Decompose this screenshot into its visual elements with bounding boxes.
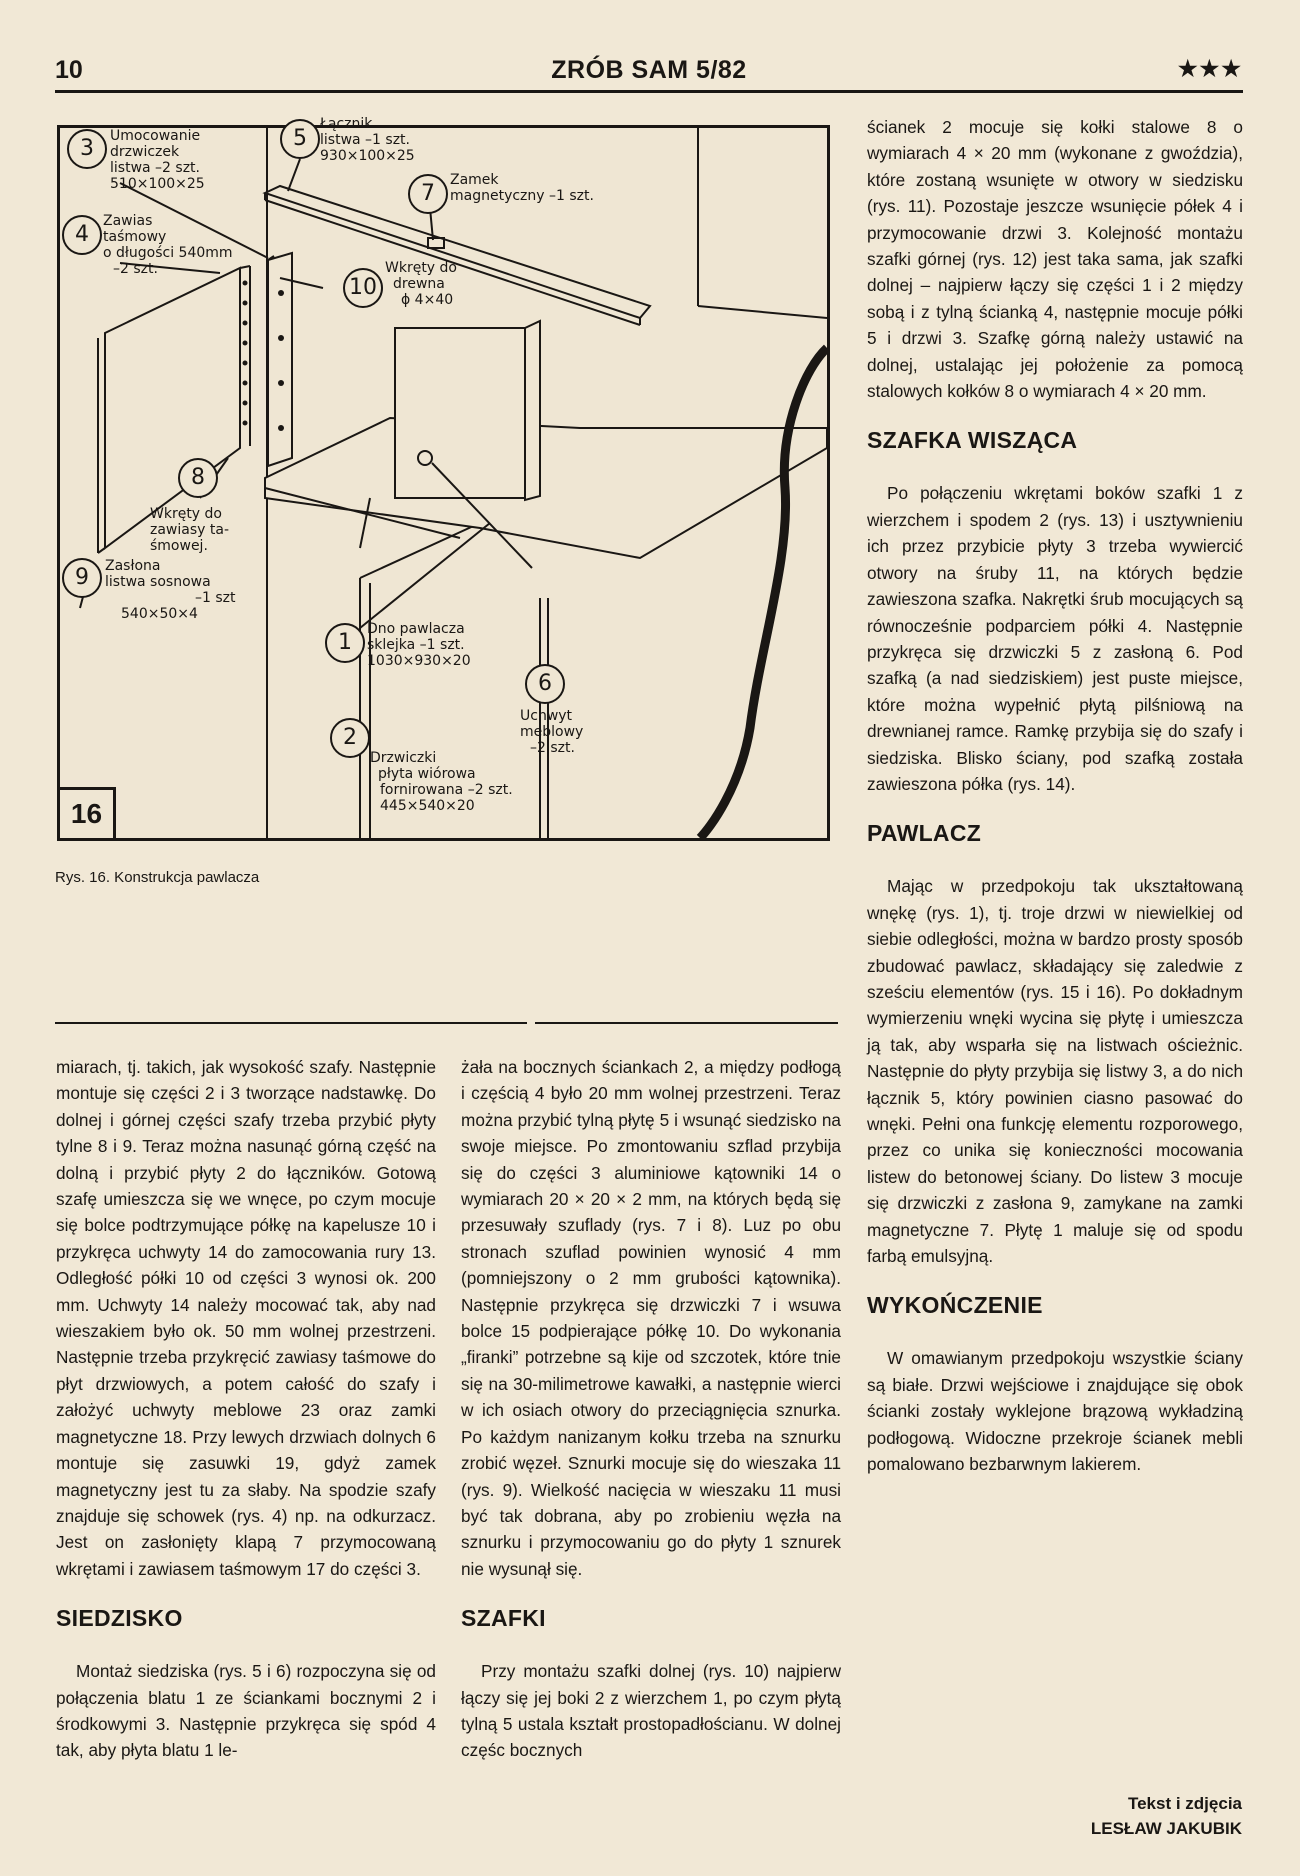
callout-line: Umocowanie bbox=[110, 128, 201, 144]
figure-16-diagram bbox=[57, 116, 830, 841]
callout-line: listwa sosnowa bbox=[105, 574, 211, 590]
text-column-left bbox=[56, 1054, 436, 1764]
callout-line: Dno pawlacza bbox=[367, 621, 465, 637]
callout-line: Zamek bbox=[450, 172, 499, 188]
callout-line: listwa –1 szt. bbox=[320, 132, 410, 148]
callout-line: Zawias bbox=[103, 213, 153, 229]
callout-line: zawiasy ta- bbox=[150, 522, 229, 538]
magazine-title: ZRÓB SAM 5/82 bbox=[551, 56, 747, 84]
callout-1-text bbox=[367, 621, 471, 669]
section-heading-szafki: SZAFKI bbox=[461, 1605, 546, 1632]
callout-line: ϕ 4×40 bbox=[401, 292, 454, 308]
callout-4-text bbox=[103, 213, 233, 277]
callout-line: 930×100×25 bbox=[320, 148, 415, 164]
callout-8-text bbox=[150, 506, 229, 554]
callout-5-text bbox=[320, 116, 415, 164]
callout-7-marker: 7 bbox=[408, 174, 448, 214]
callout-line: Łącznik bbox=[320, 116, 373, 132]
column-divider-rule bbox=[535, 1022, 838, 1024]
callout-line: –2 szt. bbox=[113, 261, 158, 277]
callout-2-text bbox=[370, 750, 513, 814]
paragraph: żała na bocznych ściankach 2, a między podłogą i częścią 4 było 20 mm wolnej przestrzeni. Teraz można przybić tylną płytę 5 i wsunąć siedzisko na swoje miejsce. Po zmontowaniu szflad przybija się do części 3 aluminiowe kątowniki 14 o wymiarach 20 × 20 × 2 mm, na których będą się przesuwały szuflady (rys. 7 i 8). Luz po obu stronach szuflad powinien wynosić 4 mm (pomniejszony o 2 mm grubości kątownika). Następnie przykręca się drzwiczki 7 i wsuwa bolce 15 podpierające półkę 10. Do wykonania „firanki” potrzebne są kije od szczotek, które tnie się na 30-milimetrowe kawałki, a następnie wierci w ich osiach otwory do przeciągnięcia sznurka. Po każdym nanizanym kołku trzeba na sznurku zrobić węzeł. Sznurki mocuje się do wieszaka 11 (rys. 9). Wielkość nacięcia w wieszaku 11 musi być tak dobrana, aby po zrobieniu węzła na sznurku i przymocowaniu go do płyty 1 sznurek nie wysunął się. bbox=[461, 1057, 841, 1579]
callout-line: sklejka –1 szt. bbox=[367, 637, 465, 653]
author-name: LESŁAW JAKUBIK bbox=[1090, 1819, 1242, 1838]
callout-6-text bbox=[520, 708, 583, 756]
paragraph: Po połączeniu wkrętami boków szafki 1 z wierzchem i spodem 2 (rys. 13) i usztywnieniu ich przez przybicie płyty 3 trzeba wywiercić otwory na śruby 11, na których będzie zawieszona szafka. Nakrętki śrub mocujących są równocześnie podparciem półki 4. Następnie przykręca się drzwiczki 5 z zasłoną 6. Pod szafką (a nad siedziskiem) jest puste miejsce, które można wypełnić płytą pilśniową na drewnianej ramce. Ramkę przybija się do szafy i siedziska. Blisko ściany, pod szafką została zawieszona półka (rys. 14). bbox=[867, 483, 1243, 794]
callout-6-marker: 6 bbox=[525, 664, 565, 704]
callout-10-marker: 10 bbox=[343, 268, 383, 308]
callout-5-marker: 5 bbox=[280, 119, 320, 159]
callout-line: o długości 540mm bbox=[103, 245, 233, 261]
callout-9-marker: 9 bbox=[62, 558, 102, 598]
difficulty-stars: ★★★ bbox=[1177, 56, 1243, 81]
callout-1-marker: 1 bbox=[325, 623, 365, 663]
figure-number-badge: 16 bbox=[60, 787, 116, 838]
paragraph: Mając w przedpokoju tak ukształtowaną wnękę (rys. 1), tj. troje drzwi w niewielkiej od siebie odległości, można w bardzo prosty sposób zbudować pawlacz, składający się zaledwie z sześciu elementów (rys. 15 i 16). Po dokładnym wymierzeniu wnęki wycina się płytę i umieszcza ją tak, aby wsparła się na listwach ościeżnic. Następnie do płyty przybija się listwy 3, a do nich łącznik 5, który powinien ciasno pasować do wnęki. Pełni ona funkcję elementu rozporowego, przez co unika się konieczności mocowania listew do betonowej ściany. Do listew 3 mocuje się drzwiczki z zasłona 9, zamykane na zamki magnetyczne 7. Płytę 1 maluje się od spodu farbą emulsyjną. bbox=[867, 876, 1243, 1267]
callout-line: meblowy bbox=[520, 724, 584, 740]
callout-2-marker: 2 bbox=[330, 718, 370, 758]
callout-line: taśmowy bbox=[103, 229, 167, 245]
paragraph: miarach, tj. takich, jak wysokość szafy. Następnie montuje się części 2 i 3 tworzące nadstawkę. Do dolnej i górnej części szafy trzeba przybić płyty tylne 8 i 9. Teraz można nasunąć górną część na dolną i przybić płyty 2 do łączników. Gotową szafę umieszcza się we wnęce, po czym mocuje się bolce podtrzymujące półkę na kapelusze 10 i przykręca uchwyty 14 do zamocowania rury 13. Odległość półki 10 od części 3 wynosi ok. 200 mm. Uchwyty 14 należy mocować tak, aby nad wieszakiem było ok. 50 mm wolnej przestrzeni. Następnie trzeba przykręcić zawiasy taśmowe do płyt drzwiowych, a potem całość do szafy i założyć uchwyty meblowe 23 oraz zamki magnetyczne 18. Przy lewych drzwiach dolnych 6 montuje się zasuwki 19, gdyż zamek magnetyczny jest tu za słaby. Na spodzie szafy znajduje się schowek (rys. 4) np. na odkurzacz. Jest on zasłonięty klapą 7 przymocowaną wkrętami i zawiasem taśmowym 17 do części 3. bbox=[56, 1057, 436, 1579]
callout-line: fornirowana –2 szt. bbox=[380, 782, 513, 798]
callout-3-text bbox=[110, 128, 205, 192]
callout-line: –2 szt. bbox=[530, 740, 575, 756]
callout-line: 540×50×4 bbox=[121, 606, 198, 622]
callout-line: 1030×930×20 bbox=[367, 653, 471, 669]
page-header bbox=[55, 50, 1243, 93]
callout-7-text bbox=[450, 172, 594, 204]
paragraph: Montaż siedziska (rys. 5 i 6) rozpoczyna się od połączenia blatu 1 ze ściankami bocznymi 2 i środkowymi 3. Następnie przykręca się spód 4 tak, aby płyta blatu 1 le- bbox=[56, 1661, 436, 1761]
callout-line: Uchwyt bbox=[520, 708, 573, 724]
callout-line: śmowej. bbox=[150, 538, 208, 554]
callout-line: Drzwiczki bbox=[370, 750, 437, 766]
callout-line: 445×540×20 bbox=[380, 798, 475, 814]
page-number: 10 bbox=[55, 56, 83, 84]
section-heading-szafka-wiszaca: SZAFKA WISZĄCA bbox=[867, 427, 1078, 454]
callout-line: listwa –2 szt. bbox=[110, 160, 200, 176]
callout-8-marker: 8 bbox=[178, 458, 218, 498]
callout-line: –1 szt bbox=[195, 590, 236, 606]
section-heading-wykonczenie: WYKOŃCZENIE bbox=[867, 1292, 1043, 1319]
callout-10-text bbox=[385, 260, 457, 308]
column-divider-rule bbox=[55, 1022, 527, 1024]
callout-line: 510×100×25 bbox=[110, 176, 205, 192]
callout-9-text bbox=[105, 558, 236, 622]
callout-3-marker: 3 bbox=[67, 129, 107, 169]
callout-line: płyta wiórowa bbox=[378, 766, 476, 782]
section-heading-pawlacz: PAWLACZ bbox=[867, 820, 982, 847]
text-column-middle bbox=[461, 1054, 841, 1764]
callout-line: Zasłona bbox=[105, 558, 161, 574]
callout-line: drewna bbox=[393, 276, 445, 292]
section-heading-siedzisko: SIEDZISKO bbox=[56, 1605, 183, 1632]
paragraph: W omawianym przedpokoju wszystkie ściany są białe. Drzwi wejściowe i znajdujące się obok ścianki zostały wyklejone brązową wykładziną podłogową. Widoczne przekroje ścianek mebli pomalowano bezbarwnym lakierem. bbox=[867, 1348, 1243, 1475]
paragraph: Przy montażu szafki dolnej (rys. 10) najpierw łączy się jej boki 2 z wierzchem 1, po czym płytą tylną 5 ustala kształt prostopadłościanu. W dolnej częśc bocznych bbox=[461, 1661, 841, 1761]
callout-line: drzwiczek bbox=[110, 144, 180, 160]
callout-line: magnetyczny –1 szt. bbox=[450, 188, 594, 204]
text-column-right bbox=[867, 114, 1243, 1477]
author-signature bbox=[1091, 1791, 1242, 1841]
callout-line: Wkręty do bbox=[385, 260, 457, 276]
paragraph: ścianek 2 mocuje się kołki stalowe 8 o wymiarach 4 × 20 mm (wykonane z gwoździa), które zostaną wsunięte w otwory w siedzisku (rys. 11). Pozostaje jeszcze wsunięcie półek 4 i przymocowanie drzwi 3. Kolejność montażu szafki górnej (rys. 12) jest taka sama, jak szafki dolnej – najpierw łączy się części 1 i 2 między sobą i z tylną ścianką 4, następnie mocuje półki 5 i drzwi 3. Szafkę górną należy ustawić na dolnej, ustalając jej położenie za pomocą stalowych kołków 8 o wymiarach 4 × 20 mm. bbox=[867, 117, 1243, 402]
figure-caption: Rys. 16. Konstrukcja pawlacza bbox=[55, 869, 260, 886]
callout-line: Wkręty do bbox=[150, 506, 222, 522]
callout-4-marker: 4 bbox=[62, 215, 102, 255]
signature-label: Tekst i zdjęcia bbox=[1127, 1794, 1242, 1813]
